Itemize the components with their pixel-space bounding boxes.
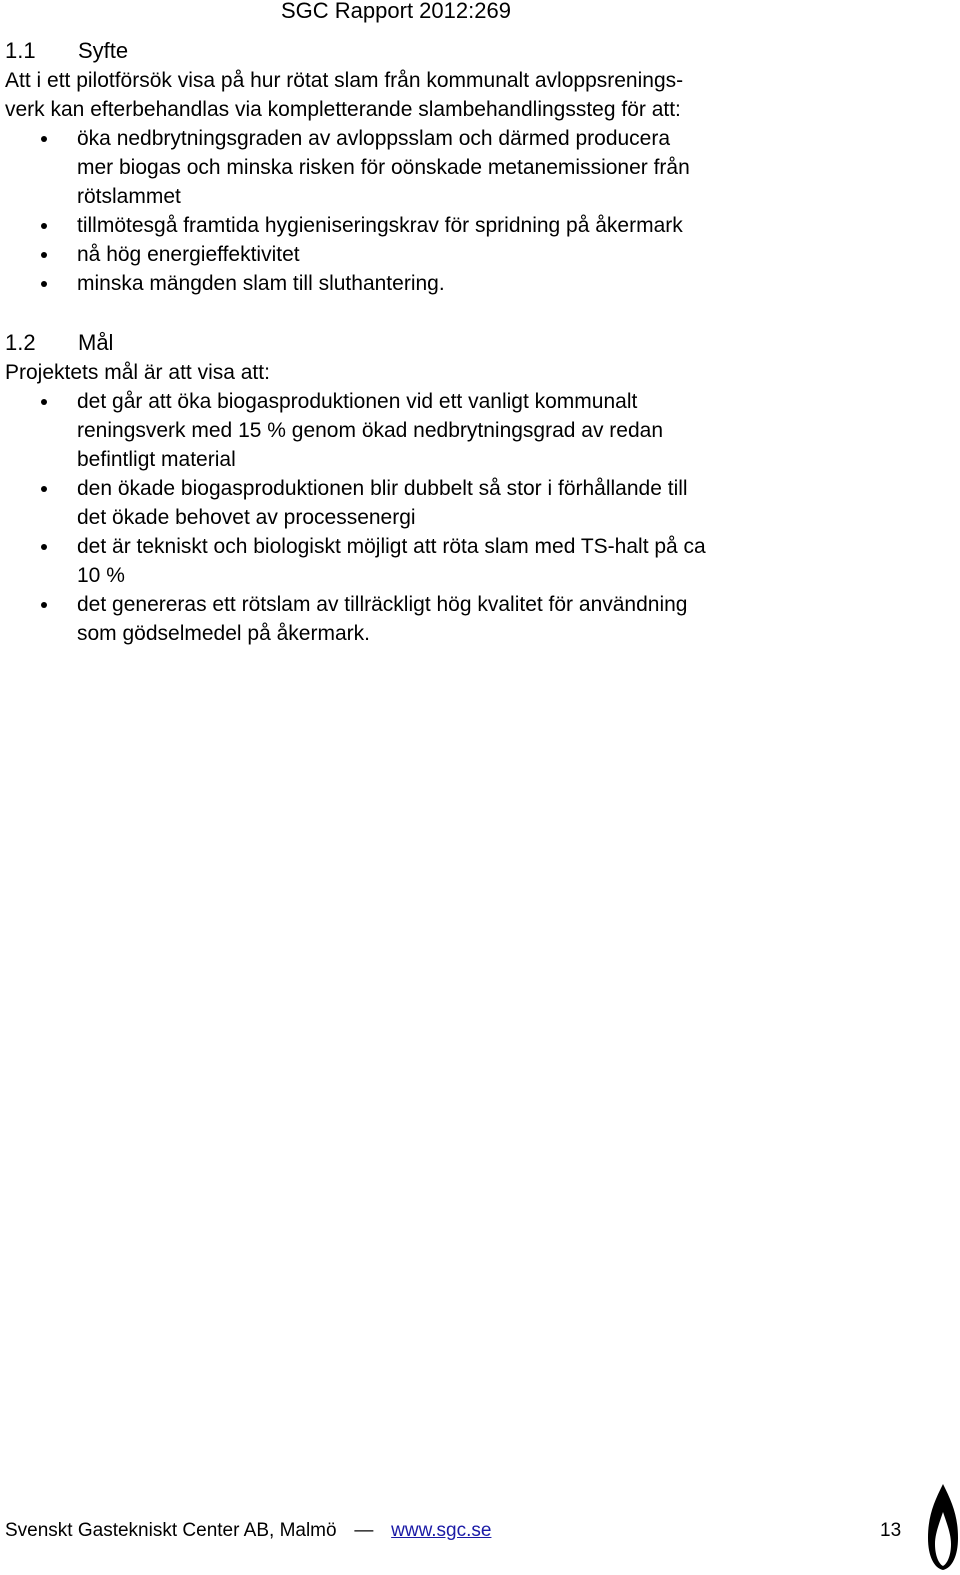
section-intro	[5, 66, 905, 124]
list-item	[5, 590, 905, 648]
list-item-line: öka nedbrytningsgraden av avloppsslam och därmed producera	[77, 127, 671, 150]
report-header: SGC Rapport 2012:269	[281, 0, 511, 23]
page-number: 13	[880, 1520, 902, 1541]
section-syfte	[5, 36, 905, 298]
bullet-icon	[41, 136, 47, 142]
list-item	[5, 474, 905, 532]
list-item	[5, 240, 905, 269]
list-item	[5, 532, 905, 590]
section-mal	[5, 328, 905, 648]
list-item-line: mer biogas och minska risken för oönskade metanemissioner från	[77, 156, 690, 179]
intro-line: verk kan efterbehandlas via kompletterande slambehandlingssteg för att:	[5, 98, 681, 121]
gas-flame-icon	[926, 1482, 960, 1570]
intro-line: Att i ett pilotförsök visa på hur rötat slam från kommunalt avloppsrenings-	[5, 69, 684, 92]
footer-organization: Svenskt Gastekniskt Center AB, Malmö	[5, 1520, 337, 1541]
bullet-icon	[41, 223, 47, 229]
list-item-line: det ökade behovet av processenergi	[77, 506, 416, 529]
footer-website-link[interactable]: www.sgc.se	[391, 1520, 492, 1541]
bullet-icon	[41, 486, 47, 492]
list-item	[5, 211, 905, 240]
section-number: 1.1	[5, 38, 36, 63]
list-item-line: tillmötesgå framtida hygieniseringskrav för spridning på åkermark	[77, 214, 683, 237]
list-item-line: 10 %	[77, 564, 125, 587]
list-item	[5, 387, 905, 474]
section-heading-mal	[5, 328, 905, 358]
bullet-icon	[41, 252, 47, 258]
list-item-line: den ökade biogasproduktionen blir dubbelt så stor i förhållande till	[77, 477, 688, 500]
list-item	[5, 269, 905, 298]
list-item-line: befintligt material	[77, 448, 236, 471]
list-item-line: det genereras ett rötslam av tillräckligt hög kvalitet för användning	[77, 593, 688, 616]
list-item-line: det är tekniskt och biologiskt möjligt att röta slam med TS-halt på ca	[77, 535, 706, 558]
section-heading-syfte	[5, 36, 905, 66]
bullet-list-syfte	[5, 124, 905, 298]
section-title: Syfte	[78, 38, 129, 63]
intro-line: Projektets mål är att visa att:	[5, 361, 270, 384]
list-item-line: rötslammet	[77, 185, 181, 208]
footer-dash: —	[354, 1520, 374, 1541]
section-intro	[5, 358, 905, 387]
page-footer	[5, 1518, 491, 1544]
list-item-line: som gödselmedel på åkermark.	[77, 622, 370, 645]
bullet-icon	[41, 602, 47, 608]
list-item-line: det går att öka biogasproduktionen vid ett vanligt kommunalt	[77, 390, 638, 413]
list-item	[5, 124, 905, 211]
list-item-line: reningsverk med 15 % genom ökad nedbrytningsgrad av redan	[77, 419, 664, 442]
bullet-icon	[41, 281, 47, 287]
section-number: 1.2	[5, 330, 36, 355]
bullet-icon	[41, 399, 47, 405]
bullet-icon	[41, 544, 47, 550]
section-title: Mål	[78, 330, 114, 355]
list-item-line: nå hög energieffektivitet	[77, 243, 300, 266]
bullet-list-mal	[5, 387, 905, 648]
list-item-line: minska mängden slam till sluthantering.	[77, 272, 445, 295]
